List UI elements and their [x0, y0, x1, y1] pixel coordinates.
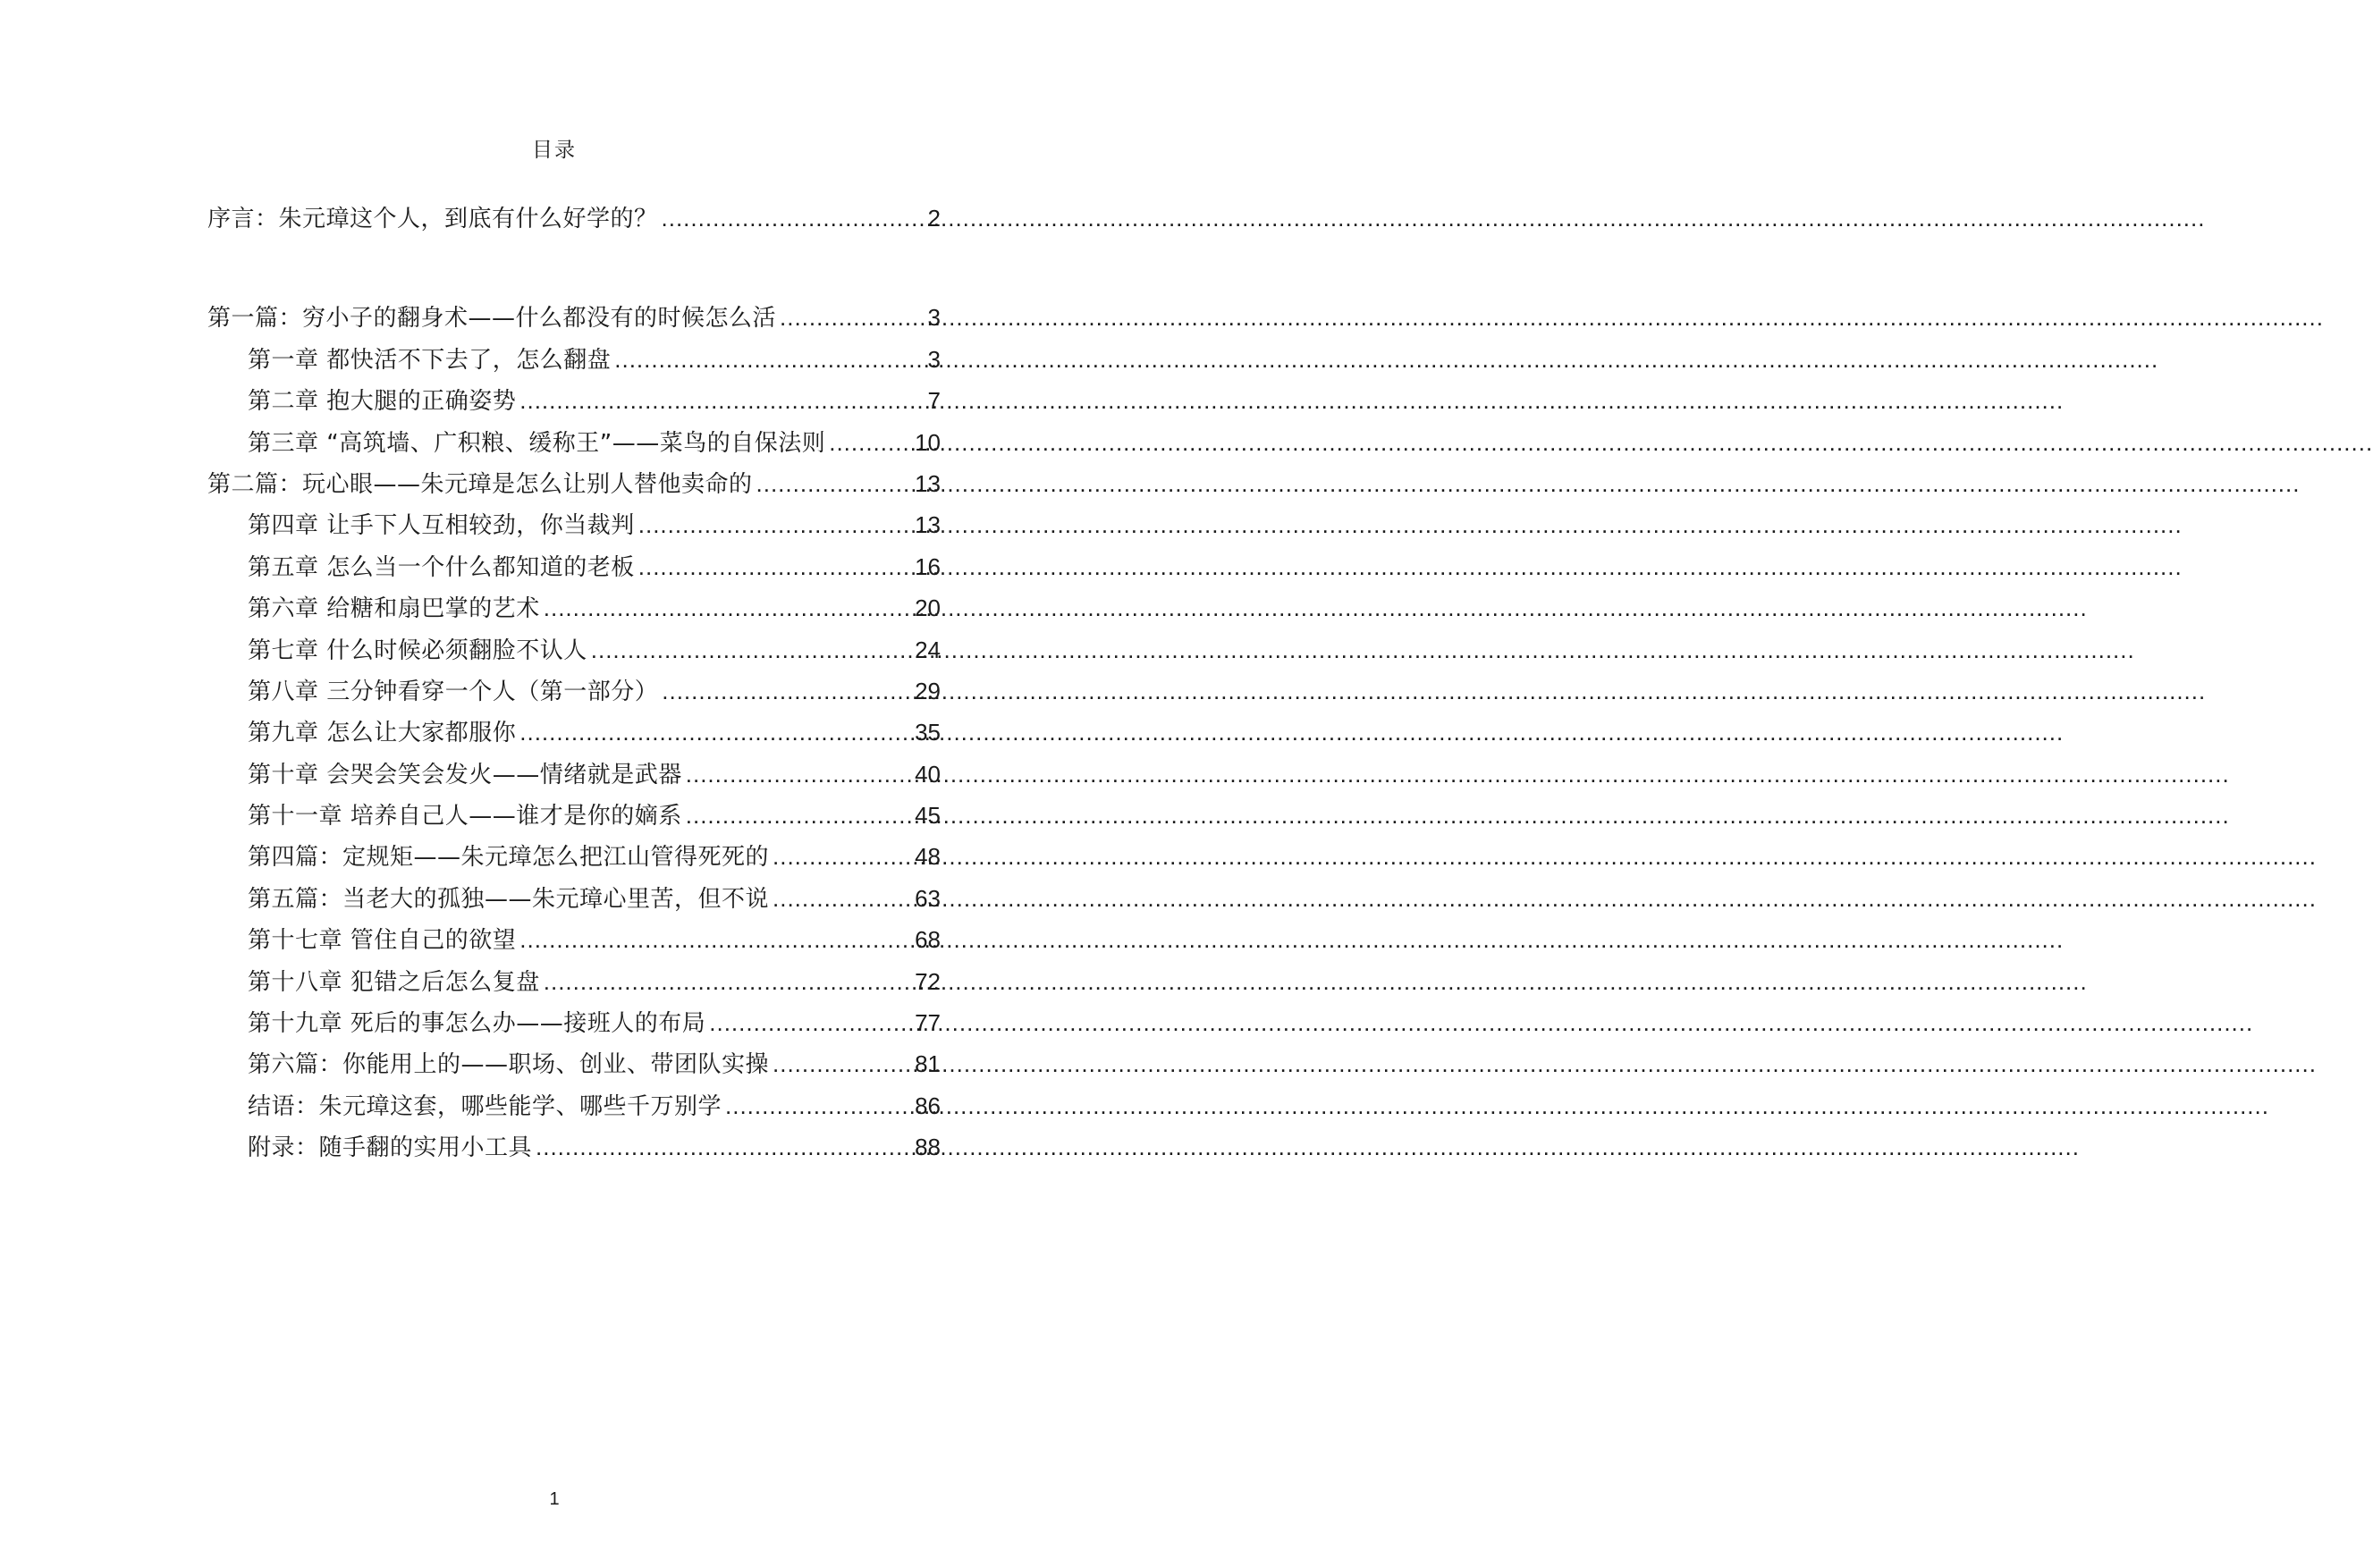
toc-entry-title: 第十七章 管住自己的欲望 [248, 927, 517, 955]
toc-entry[interactable] [207, 339, 941, 380]
toc-leader-dots [536, 1126, 911, 1168]
page-title: 目录 [532, 139, 577, 162]
toc-leader-dots [544, 961, 911, 1002]
toc-entry[interactable] [207, 422, 941, 463]
toc-leader-dots [709, 1002, 911, 1043]
toc-entry-page: 86 [915, 1092, 941, 1119]
toc-leader-dots [614, 339, 924, 380]
toc-leader-dots [519, 712, 911, 753]
toc-leader-dots [773, 878, 911, 919]
toc-entry[interactable] [207, 463, 941, 504]
toc-entry-title: 第六章 给糖和扇巴掌的艺术 [248, 595, 540, 623]
toc-leader-dots [591, 629, 911, 670]
toc-entry[interactable] [207, 1002, 941, 1043]
toc-entry[interactable] [207, 198, 941, 239]
toc-entry-page: 3 [927, 345, 941, 373]
toc-entry-title: 第四篇：定规矩——朱元璋怎么把江山管得死死的 [248, 844, 770, 872]
toc-leader-dots [638, 546, 911, 587]
toc-entry-page: 72 [915, 967, 941, 995]
toc-entry[interactable] [207, 380, 941, 421]
toc-entry-title: 第二章 抱大腿的正确姿势 [248, 388, 517, 416]
page-number: 1 [549, 1489, 560, 1509]
toc-entry-page: 40 [915, 760, 941, 788]
toc-entry-title: 第五篇：当老大的孤独——朱元璋心里苦，但不说 [248, 885, 770, 913]
toc-entry-title: 第十九章 死后的事怎么办——接班人的布局 [248, 1010, 706, 1038]
toc-entry-page: 20 [915, 594, 941, 622]
toc-entry-title: 附录：随手翻的实用小工具 [248, 1134, 533, 1162]
toc-entry-page: 24 [915, 636, 941, 663]
toc-leader-dots [544, 587, 911, 628]
toc-entry-title: 第一章 都快活不下去了，怎么翻盘 [248, 346, 612, 374]
toc-entry-title: 第八章 三分钟看穿一个人（第一部分） [248, 678, 659, 705]
toc-leader-dots [519, 380, 924, 421]
toc-entry-title: 第十章 会哭会笑会发火——情绪就是武器 [248, 761, 682, 788]
toc-entry-title: 结语：朱元璋这套，哪些能学、哪些千万别学 [248, 1092, 722, 1120]
toc-leader-dots [725, 1085, 911, 1126]
toc-entry-title: 第一篇：穷小子的翻身术——什么都没有的时候怎么活 [207, 305, 777, 333]
toc-entry-title: 第四章 让手下人互相较劲，你当裁判 [248, 512, 635, 540]
toc-entry-title: 第十一章 培养自己人——谁才是你的嫡系 [248, 803, 682, 830]
toc-entry[interactable] [207, 919, 941, 960]
toc-entry-page: 77 [915, 1009, 941, 1037]
toc-entry-page: 10 [915, 428, 941, 456]
toc-entry-title: 第九章 怎么让大家都服你 [248, 720, 517, 747]
toc-entry-title: 序言：朱元璋这个人，到底有什么好学的？ [207, 206, 658, 232]
toc-entry[interactable] [207, 297, 941, 338]
toc-entry[interactable] [207, 795, 941, 836]
toc-entry-title: 第六篇：你能用上的——职场、创业、带团队实操 [248, 1051, 770, 1079]
toc-entry-page: 81 [915, 1050, 941, 1078]
toc-entry[interactable] [207, 587, 941, 628]
toc-entry[interactable] [207, 670, 941, 712]
toc-leader-dots [780, 297, 925, 338]
toc-leader-dots [519, 919, 911, 960]
toc-leader-dots [662, 670, 911, 712]
toc-entry[interactable] [207, 546, 941, 587]
toc-entry-page: 35 [915, 719, 941, 746]
toc-entry-title: 第十八章 犯错之后怎么复盘 [248, 968, 540, 996]
toc-leader-dots [829, 422, 911, 463]
toc-entry-title: 第三章 “高筑墙、广积粮、缓称王”——菜鸟的自保法则 [248, 429, 826, 457]
toc-entry-title: 第五章 怎么当一个什么都知道的老板 [248, 553, 635, 581]
toc-leader-dots [662, 198, 925, 239]
toc-leader-dots [638, 504, 911, 545]
toc-entry-page: 63 [915, 884, 941, 912]
toc-leader-dots [773, 836, 911, 877]
toc-entry-page: 3 [927, 304, 941, 332]
table-of-contents [207, 198, 941, 1168]
toc-entry-page: 48 [915, 843, 941, 871]
toc-entry-title: 第七章 什么时候必须翻脸不认人 [248, 636, 587, 664]
toc-leader-dots [686, 754, 911, 795]
toc-entry-page: 13 [915, 511, 941, 539]
toc-entry-page: 2 [927, 205, 941, 232]
toc-leader-dots [686, 795, 911, 836]
toc-entry-page: 29 [915, 677, 941, 704]
toc-entry[interactable] [207, 504, 941, 545]
toc-entry-page: 7 [927, 387, 941, 415]
toc-entry[interactable] [207, 1085, 941, 1126]
toc-entry[interactable] [207, 629, 941, 670]
toc-entry-page: 13 [915, 469, 941, 497]
toc-leader-dots [773, 1043, 911, 1084]
toc-entry[interactable] [207, 1043, 941, 1084]
toc-leader-dots [756, 463, 912, 504]
toc-entry-title: 第二篇：玩心眼——朱元璋是怎么让别人替他卖命的 [207, 470, 753, 498]
toc-entry[interactable] [207, 878, 941, 919]
toc-entry-page: 68 [915, 926, 941, 954]
toc-entry[interactable] [207, 1126, 941, 1168]
toc-entry[interactable] [207, 754, 941, 795]
toc-entry-page: 45 [915, 802, 941, 830]
toc-entry[interactable] [207, 712, 941, 753]
toc-entry[interactable] [207, 836, 941, 877]
toc-entry-page: 16 [915, 552, 941, 580]
toc-entry[interactable] [207, 961, 941, 1002]
toc-entry-page: 88 [915, 1134, 941, 1161]
